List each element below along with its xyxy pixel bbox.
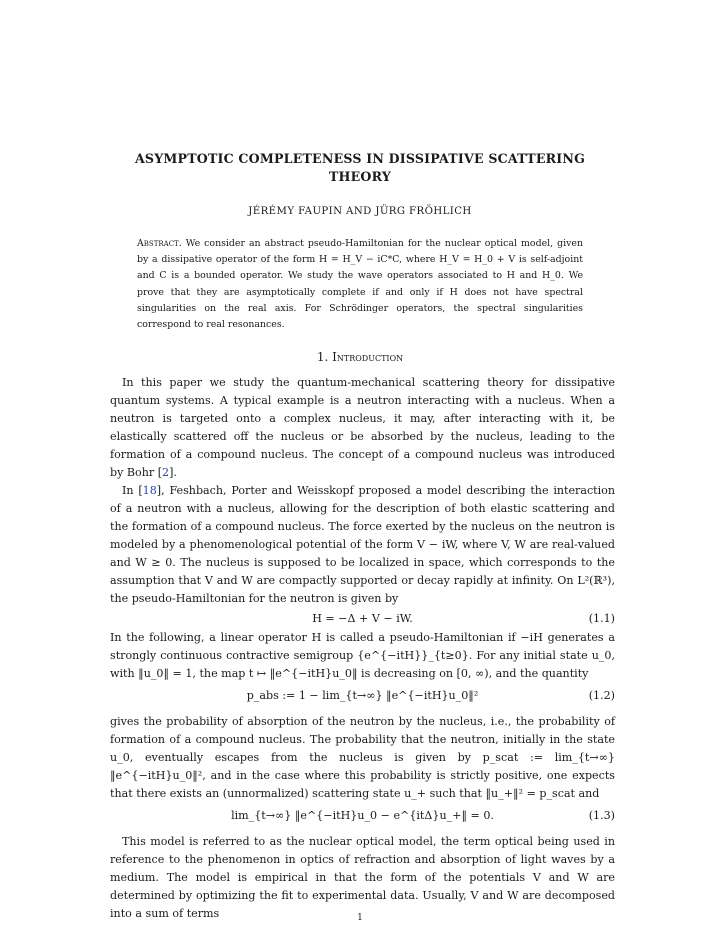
paragraph-4: gives the probability of absorption of the neutron by the nucleus, i.e., the probability of formation of a compound nucleus. The probability that the neutron, initially in the state u_0, eventually escapes from the nucleus is given by p_scat := lim_{t→∞} ‖e^{−itH}u_0‖², and in the case where this probability is strictly positive, one expects that there exists an (unnormalized) scattering state u_+ such that ‖u_+‖² = p_scat and bbox=[110, 715, 615, 800]
paragraph-1: In this paper we study the quantum-mechanical scattering theory for dissipative quantum systems. A typical example is a neutron interacting with a nucleus. When a neutron is targeted onto a complex nucleus, it may, after interacting with it, be elastically scattered off the nucleus or be absorbed by the nucleus, leading to the formation of a compound nucleus. The concept of a compound nucleus was introduced by Bohr [2]. bbox=[110, 376, 615, 479]
paragraph-5: This model is referred to as the nuclear optical model, the term optical being used in reference to the phenomenon in optics of refraction and absorption of light waves by a medium. The model is empirical in that the form of the potentials V and W are determined by optimizing the fit to experimental data. Usually, V and W are decomposed into a sum of terms bbox=[110, 835, 615, 920]
citation-link[interactable]: 2 bbox=[162, 466, 170, 479]
equation-1-2-body: p_abs := 1 − lim_{t→∞} ‖e^{−itH}u_0‖² bbox=[246, 689, 479, 702]
body-text bbox=[110, 374, 615, 923]
section-title bbox=[110, 350, 610, 364]
equation-1-1-label: (1.1) bbox=[588, 612, 615, 625]
citation-link[interactable]: 18 bbox=[142, 484, 157, 497]
paper-title: ASYMPTOTIC COMPLETENESS IN DISSIPATIVE SCATTERING THEORY bbox=[134, 151, 586, 184]
equation-1-2-label: (1.2) bbox=[588, 689, 615, 702]
abstract-heading: Abstract. bbox=[137, 238, 182, 249]
equation-1-3-label: (1.3) bbox=[588, 809, 615, 822]
equation-1-2 bbox=[110, 683, 615, 713]
paragraph-2: In [18], Feshbach, Porter and Weisskopf proposed a model describing the interaction of a neutron with a nucleus, allowing for the description of both elastic scattering and the formation of a compound nucleus. The force exerted by the nucleus on the neutron is modeled by a phenomenological potential of the form V − iW, where V, W are real-valued and W ≥ 0. The nucleus is supposed to be localized in space, which corresponds to the assumption that V and W are compactly supported or decay rapidly at infinity. On L²(ℝ³), the pseudo-Hamiltonian for the neutron is given by bbox=[110, 484, 615, 605]
paragraph-3: In the following, a linear operator H is called a pseudo-Hamiltonian if −iH generates a strongly continuous contractive semigroup {e^{−itH}}_{t≥0}. For any initial state u_0, with ‖u_0‖ = 1, the map t ↦ ‖e^{−itH}u_0‖ is decreasing on [0, ∞), and the quantity bbox=[110, 631, 615, 680]
equation-1-1-body: H = −Δ + V − iW. bbox=[312, 612, 413, 625]
abstract bbox=[137, 236, 583, 333]
page-number: 1 bbox=[357, 913, 363, 923]
section-number: 1. bbox=[316, 350, 329, 364]
equation-1-3 bbox=[110, 803, 615, 833]
equation-1-3-body: lim_{t→∞} ‖e^{−itH}u_0 − e^{itΔ}u_+‖ = 0. bbox=[231, 809, 494, 822]
abstract-text: We consider an abstract pseudo-Hamiltonian for the nuclear optical model, given by a dissipative operator of the form H = H_V − iC*C, where H_V = H_0 + V is self-adjoint and C is a bounded operator. We study the wave operators associated to H and H_0. We prove that they are asymptotically complete if and only if H does not have spectral singularities on the real axis. For Schrödinger operators, the spectral singularities correspond to real resonances. bbox=[137, 238, 583, 331]
section-name: Introduction bbox=[332, 350, 404, 364]
paper-authors: JÉRÉMY FAUPIN AND JÜRG FRÖHLICH bbox=[248, 206, 472, 217]
equation-1-1 bbox=[110, 608, 615, 629]
